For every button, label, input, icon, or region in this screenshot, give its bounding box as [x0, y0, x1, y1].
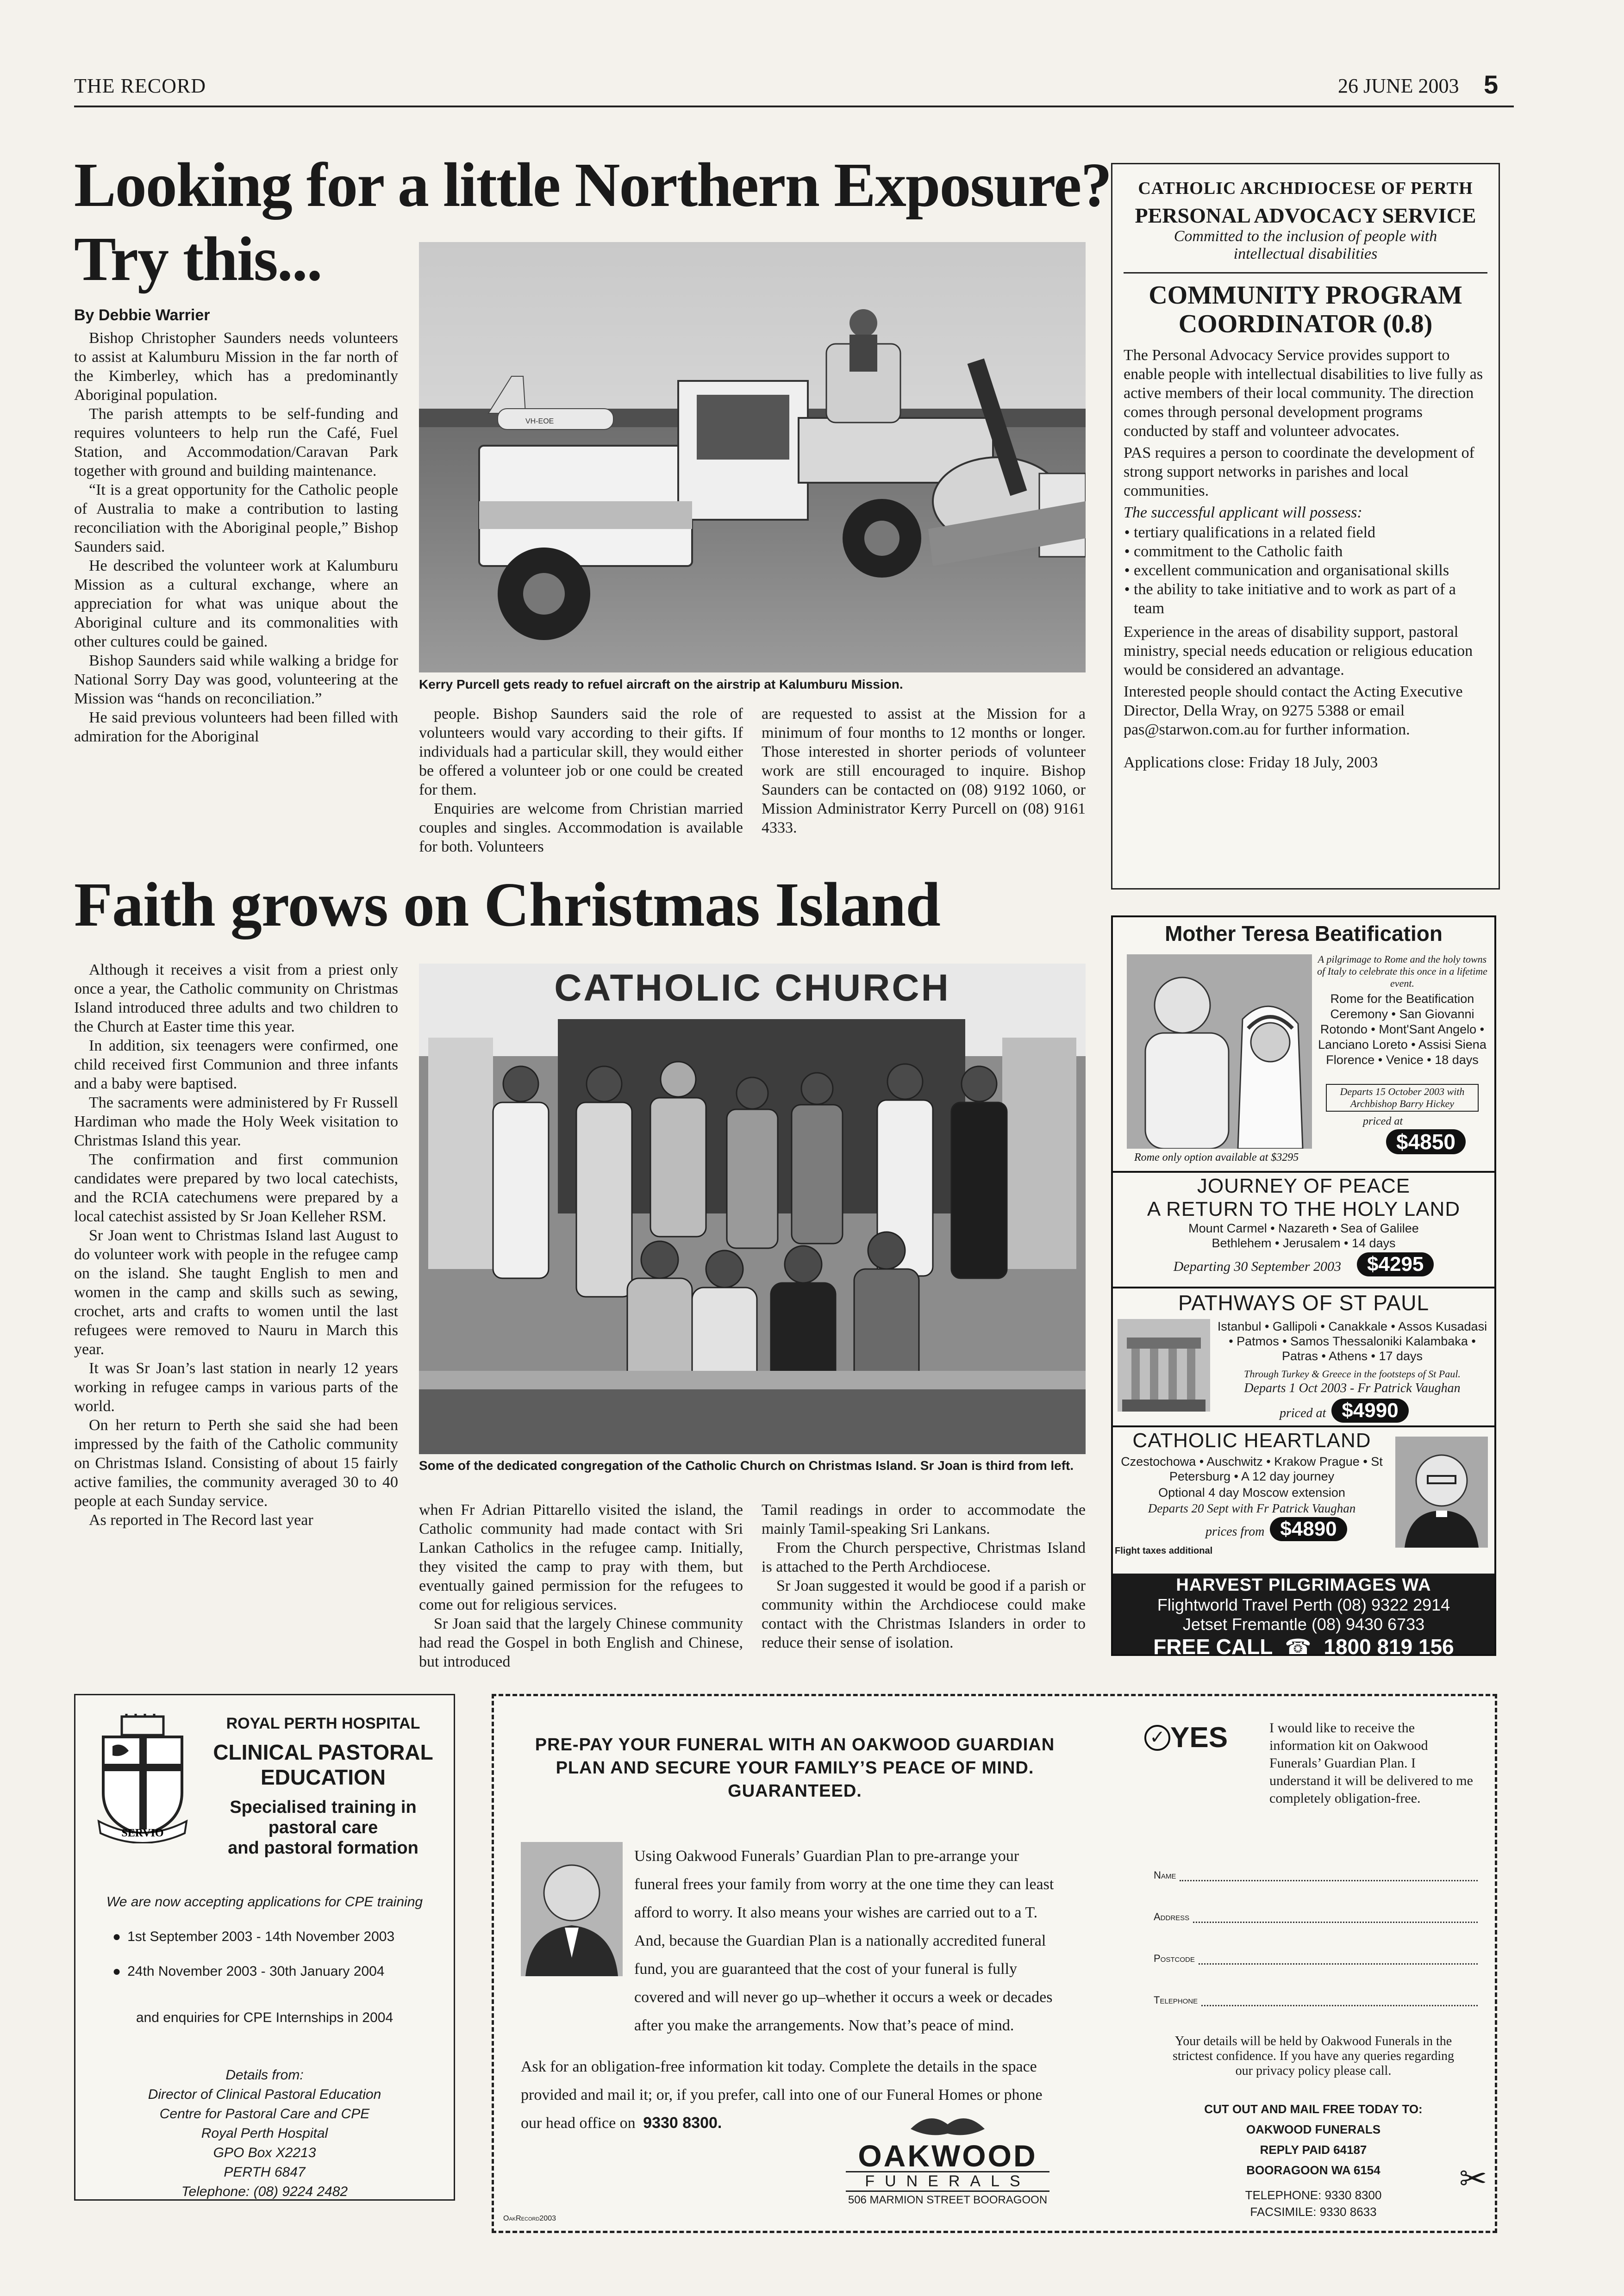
article1-headline-line2: Try this...	[74, 224, 322, 294]
yes-text: I would like to receive the information kit on Oakwood Funerals’ Guardian Plan. I understand it will be delivered to me completely obligation-free.	[1269, 1720, 1473, 1806]
oakwood-funerals-coupon-ad	[492, 1694, 1497, 2233]
hospital-crest-icon	[94, 1714, 191, 1843]
mother-teresa-priced-at: priced at	[1363, 1115, 1403, 1127]
coupon-contact	[1163, 2187, 1464, 2220]
pas-paragraph-4: Interested people should contact the Acting Executive Director, Della Wray, on 9275 5388 or email pas@starwon.com.au for further information.	[1124, 683, 1463, 738]
priest-portrait-photo	[1395, 1437, 1488, 1548]
paragraph: In addition, six teenagers were confirmed, one child received first Communion and three infants and a baby were baptised.	[74, 1037, 398, 1092]
oakwood-logo-main: OAKWOOD	[858, 2139, 1037, 2173]
mother-teresa-rome-option: Rome only option available at $3295	[1131, 1151, 1301, 1164]
coupon-telephone: TELEPHONE: 9330 8300	[1245, 2188, 1382, 2202]
oakwood-code: OakRecord2003	[503, 2215, 556, 2222]
oakwood-address: 506 MARMION STREET BOORAGOON	[848, 2194, 1048, 2206]
pas-paragraph-3: Experience in the areas of disability support, pastoral ministry, special needs education or religious education would be considered an advantage.	[1124, 623, 1473, 678]
pas-job-advertisement	[1111, 163, 1500, 890]
catholic-heartland-departs: Departs 20 Sept with Fr Patrick Vaughan	[1148, 1501, 1356, 1515]
phone-icon: ☎	[1285, 1635, 1312, 1659]
bullet-icon: ●	[112, 1964, 121, 1979]
postcode-field-label: Postcode	[1154, 1953, 1195, 1964]
paragraph: are requested to assist at the Mission for a minimum of four months to 12 months or longer. Those interested in shorter periods of volunteer work are still encouraged to inquire. Bishop Saunders can be contacted on (08) 9192 1060, or Mission Administrator Kerry Purcell on (08) 9161 4333.	[762, 705, 1086, 836]
list-item: • the ability to take initiative and to work as part of a team	[1134, 580, 1487, 618]
pas-service: PERSONAL ADVOCACY SERVICE	[1135, 204, 1476, 227]
pathways-st-paul-title: PATHWAYS OF ST PAUL	[1178, 1291, 1430, 1315]
list-item: • commitment to the Catholic faith	[1134, 542, 1487, 561]
church-congregation-photo	[419, 964, 1086, 1454]
rph-date-2	[112, 1964, 385, 1979]
rph-details-line: Centre for Pastoral Care and CPE	[159, 2106, 370, 2122]
pathways-st-paul-section	[1113, 1288, 1494, 1427]
oakwood-logo-sub: FUNERALS	[846, 2171, 1049, 2192]
rph-subtitle-line-2: pastoral care	[268, 1818, 378, 1837]
paragraph: As reported in The Record last year	[89, 1512, 313, 1529]
church-photo-illustration	[419, 964, 1086, 1454]
yes-checkbox[interactable]	[1144, 1719, 1228, 1754]
price-badge: $4850	[1386, 1129, 1466, 1154]
article2-column-2	[419, 1500, 743, 1669]
journey-of-peace-places: Mount Carmel • Nazareth • Sea of Galilee Bethlehem • Jerusalem • 14 days	[1188, 1221, 1419, 1250]
rph-subtitle-line-1: Specialised training in	[230, 1798, 417, 1817]
address-field[interactable]	[1154, 1881, 1478, 1923]
mail-to-line: OAKWOOD FUNERALS	[1246, 2122, 1381, 2136]
pas-divider	[1124, 272, 1487, 274]
rph-crest	[94, 1714, 191, 1843]
journey-of-peace-departs: Departing 30 September 2003	[1173, 1259, 1342, 1274]
paragraph: “It is a great opportunity for the Catholic people of Australia to make a contribution to lasting reconciliation with the Aboriginal people,” Bishop Saunders said.	[74, 481, 398, 555]
pope-photo-illustration	[1127, 954, 1312, 1149]
pathways-st-paul-through: Through Turkey & Greece in the footsteps of St Paul.	[1244, 1368, 1461, 1380]
catholic-heartland-section	[1113, 1427, 1494, 1571]
catholic-heartland-title: CATHOLIC HEARTLAND	[1132, 1429, 1371, 1452]
paragraph: Sr Joan went to Christmas Island last August to do volunteer work with people in the refugee camp on the island. She taught English to men and women in the camp and skills such as sewing, crochet, arts and crafts to women until the last refugees were removed to Nauru in March this year.	[74, 1227, 398, 1358]
article2-column-1	[74, 960, 398, 1668]
mail-to-line: REPLY PAID 64187	[1260, 2143, 1367, 2157]
paragraph: Tamil readings in order to accommodate the mainly Tamil-speaking Sri Lankans.	[762, 1501, 1086, 1537]
pas-job-title: COMMUNITY PROGRAM COORDINATOR (0.8)	[1149, 281, 1462, 338]
address-field-label: Address	[1154, 1911, 1190, 1923]
paragraph: From the Church perspective, Christmas Island is attached to the Perth Archdiocese.	[762, 1539, 1086, 1575]
oakwood-body-paragraph-1: Using Oakwood Funerals’ Guardian Plan to pre-arrange your funeral frees your family from worry at the one time they can least afford to worry. It also means your wishes are carried out to a T. And, because the Guardian Plan is a nationally accredited funeral fund, you are guaranteed that the cost of your funeral is fully covered and will never go up–whether it occurs a week or decades after you make the arrangements. Now that’s peace of mind.	[634, 1848, 1054, 2034]
mail-to-line: BOORAGOON WA 6154	[1246, 2163, 1380, 2177]
journey-of-peace-title-2: A RETURN TO THE HOLY LAND	[1147, 1198, 1461, 1220]
pas-paragraph-1: The Personal Advocacy Service provides support to enable people with intellectual disabilities to live fully as active members of their local community. The direction comes through personal development programs conducted by staff and volunteer advocates.	[1124, 347, 1483, 440]
rph-details-line: PERTH 6847	[224, 2165, 306, 2180]
pas-paragraph-2: PAS requires a person to coordinate the development of strong support networks in parishes and local communities.	[1124, 444, 1474, 499]
journey-of-peace-section	[1113, 1173, 1494, 1288]
harvest-footer	[1113, 1574, 1494, 1659]
article1-column-2	[419, 704, 743, 862]
rph-date-1	[112, 1929, 394, 1945]
article1-headline-line1: Looking for a little Northern Exposure?	[74, 150, 1112, 220]
pathways-st-paul-price-row	[1280, 1399, 1409, 1423]
ancient-ruins-photo	[1118, 1319, 1210, 1412]
paragraph: The sacraments were administered by Fr Russell Hardiman who made the Holy Week visitation to Christmas Island this year.	[74, 1094, 398, 1149]
rph-subtitle-line-3: and pastoral formation	[228, 1838, 418, 1858]
oakwood-logo	[846, 2110, 1049, 2207]
mother-teresa-places: Rome for the Beatification Ceremony • San Giovanni Rotondo • Mont'Sant Angelo • Lanciano Loreto • Assisi Siena Florence • Venice • 18 days	[1318, 992, 1487, 1067]
masthead: THE RECORD	[74, 75, 206, 97]
mother-teresa-section	[1113, 917, 1494, 1173]
catholic-heartland-option: Optional 4 day Moscow extension	[1158, 1486, 1345, 1500]
paragraph: Enquiries are welcome from Christian married couples and singles. Accommodation is available for both. Volunteers	[419, 800, 743, 855]
paragraph: when Fr Adrian Pittarello visited the island, the Catholic community had made contact with Sri Lankan Catholics in the refugee camp. Initially, they visited the camp to pray with them, but eventually gained permission for the refugees to come out for religious services.	[419, 1501, 743, 1613]
telephone-field[interactable]	[1154, 1965, 1478, 2006]
pas-tagline: Committed to the inclusion of people with intellectual disabilities	[1174, 228, 1437, 262]
postcode-field[interactable]	[1154, 1923, 1478, 1965]
rph-title-line-2: EDUCATION	[260, 1765, 386, 1789]
telephone-field-line[interactable]	[1201, 1994, 1478, 2006]
coupon-mail-to	[1163, 2099, 1464, 2180]
harvest-name: HARVEST PILGRIMAGES WA	[1176, 1575, 1431, 1595]
name-field[interactable]	[1154, 1840, 1478, 1881]
catholic-heartland-taxes: Flight taxes additional	[1115, 1546, 1213, 1556]
oakwood-body	[521, 1842, 1067, 2040]
oakwood-coupon	[1144, 1710, 1487, 2224]
paragraph: Although it receives a visit from a priest only once a year, the Catholic community on Christmas Island introduced three adults and two children to the Church at Easter time this year.	[74, 961, 398, 1035]
rph-cpe-advertisement	[74, 1694, 455, 2201]
free-call-label: FREE CALL	[1153, 1635, 1273, 1659]
rph-details-line: Royal Perth Hospital	[201, 2126, 328, 2141]
paragraph: Sr Joan suggested it would be good if a parish or community within the Archdiocese could make contact with the Christmas Islanders in order to reduce their sense of isolation.	[762, 1577, 1086, 1651]
issue-date: 26 JUNE 2003	[1338, 75, 1459, 97]
airstrip-photo-caption: Kerry Purcell gets ready to refuel aircraft on the airstrip at Kalumburu Mission.	[419, 677, 903, 691]
rph-title	[200, 1740, 446, 1790]
mother-teresa-departs: Departs 15 October 2003 with Archbishop Barry Hickey	[1326, 1084, 1479, 1112]
paragraph: The confirmation and first communion candidates were prepared by two local catechists, and the RCIA catechumens were prepared by a local catechist assisted by Sr Joan Kelleher RSM.	[74, 1151, 398, 1225]
church-sign: CATHOLIC CHURCH	[554, 967, 950, 1009]
rph-title-line-1: CLINICAL PASTORAL	[213, 1740, 433, 1764]
rph-details-line: Director of Clinical Pastoral Education	[148, 2087, 381, 2102]
yes-word: YES	[1170, 1722, 1228, 1754]
paragraph: people. Bishop Saunders said the role of volunteers would vary according to their gifts. If individuals had a particular skill, they would either be offered a volunteer job or one could be created for them.	[419, 705, 743, 798]
rph-internships: and enquiries for CPE Internships in 2004	[136, 2010, 394, 2025]
paragraph: He said previous volunteers had been filled with admiration for the Aboriginal	[74, 709, 398, 745]
oakwood-head-office-phone: 9330 8300.	[643, 2114, 722, 2132]
priest-portrait-illustration	[1395, 1437, 1488, 1548]
harvest-pilgrimages-advertisement	[1111, 915, 1496, 1659]
oakwood-body-paragraph-2: Ask for an obligation-free information kit today. Complete the details in the space provided and mail it; or, if you prefer, call into one of our Funeral Homes or phone our head office on	[521, 2058, 1043, 2132]
pas-closing-date: Applications close: Friday 18 July, 2003	[1124, 754, 1378, 771]
catholic-heartland-places: Czestochowa • Auschwitz • Krakow Prague • St Petersburg • A 12 day journey	[1121, 1455, 1383, 1483]
rph-org: ROYAL PERTH HOSPITAL	[226, 1715, 420, 1732]
church-photo-caption: Some of the dedicated congregation of the Catholic Church on Christmas Island. Sr Joan is third from left.	[419, 1458, 1074, 1473]
scissors-icon: ✂	[1459, 2160, 1487, 2197]
airstrip-photo-illustration	[419, 242, 1086, 672]
paragraph: It was Sr Joan’s last station in nearly 12 years working in refugee camps in various parts of the world.	[74, 1360, 398, 1415]
checkmark-icon: ✓	[1144, 1725, 1170, 1751]
paragraph: Bishop Saunders said while walking a bridge for National Sorry Day was good, volunteering at the Mission was “hands on reconciliation.”	[74, 652, 398, 707]
free-call-number: 1800 819 156	[1324, 1635, 1454, 1659]
plane-registration: VH-EOE	[525, 417, 554, 425]
page-number: 5	[1484, 70, 1499, 99]
rph-date-1-text: 1st September 2003 - 14th November 2003	[127, 1929, 395, 1944]
oakwood-headline: PRE-PAY YOUR FUNERAL WITH AN OAKWOOD GUARDIAN PLAN AND SECURE YOUR FAMILY’S PEACE OF MIND. GUARANTEED.	[535, 1735, 1055, 1801]
postcode-field-line[interactable]	[1199, 1952, 1478, 1965]
telephone-field-label: Telephone	[1154, 1994, 1198, 2006]
list-item: • excellent communication and organisational skills	[1134, 561, 1487, 580]
pas-requirements-heading: The successful applicant will possess:	[1124, 504, 1362, 521]
coupon-privacy: Your details will be held by Oakwood Funerals in the strictest confidence. If you have any queries regarding our privacy policy please call.	[1173, 2034, 1454, 2078]
rph-details	[85, 2066, 444, 2202]
article1-column-3	[762, 704, 1086, 862]
journey-of-peace-title-1: JOURNEY OF PEACE	[1197, 1175, 1411, 1197]
paragraph: He described the volunteer work at Kalumburu Mission as a cultural exchange, where an appreciation for what was unique about the Aboriginal culture and its commonalities with other cultures could be gained.	[74, 557, 398, 650]
rph-details-line: GPO Box X2213	[213, 2145, 316, 2160]
paragraph: On her return to Perth she said she had been impressed by the faith of the Catholic community on Christmas Island. Consisting of about 15 fairly active families, the community averaged 30 to 40 people at each Sunday service.	[74, 1417, 398, 1510]
bullet-icon: ●	[112, 1929, 121, 1944]
price-badge: $4295	[1357, 1252, 1434, 1276]
list-item: • tertiary qualifications in a related field	[1134, 523, 1487, 542]
ruins-illustration	[1118, 1319, 1210, 1412]
harvest-free-call	[1113, 1634, 1494, 1659]
harvest-line-2: Jetset Fremantle (08) 9430 6733	[1182, 1615, 1425, 1634]
rph-subtitle	[200, 1797, 446, 1858]
crest-motto: SERVIO	[121, 1827, 164, 1839]
pathways-st-paul-departs: Departs 1 Oct 2003 - Fr Patrick Vaughan	[1244, 1381, 1461, 1395]
cut-out-instruction: CUT OUT AND MAIL FREE TODAY TO:	[1204, 2102, 1423, 2116]
rph-accepting: We are now accepting applications for CPE training	[106, 1894, 423, 1910]
article1-byline: By Debbie Warrier	[74, 306, 210, 324]
paragraph: Bishop Christopher Saunders needs volunteers to assist at Kalumburu Mission in the far north of the Kimberley, which has a predominantly Aboriginal population.	[74, 330, 398, 404]
pas-requirements-list	[1124, 523, 1487, 618]
paragraph: The parish attempts to be self-funding and requires volunteers to help run the Café, Fuel Station, and Accommodation/Caravan Park together with ground and building maintenance.	[74, 405, 398, 479]
mother-teresa-intro: A pilgrimage to Rome and the holy towns of Italy to celebrate this once in a lifetime event.	[1317, 953, 1487, 989]
article2-headline: Faith grows on Christmas Island	[74, 870, 940, 940]
name-field-line[interactable]	[1180, 1869, 1478, 1881]
rph-details-line: Telephone: (08) 9224 2482	[181, 2184, 348, 2199]
header-rule	[74, 106, 1514, 107]
name-field-label: Name	[1154, 1869, 1176, 1881]
mother-teresa-title: Mother Teresa Beatification	[1118, 921, 1490, 946]
harvest-line-1: Flightworld Travel Perth (08) 9322 2914	[1157, 1595, 1450, 1614]
coupon-facsimile: FACSIMILE: 9330 8633	[1250, 2205, 1377, 2219]
article2-column-3	[762, 1500, 1086, 1669]
yes-row	[1144, 1719, 1478, 1807]
catholic-heartland-prices-from: prices from	[1206, 1524, 1265, 1539]
pope-mother-teresa-photo	[1127, 954, 1312, 1149]
airstrip-photo	[419, 242, 1086, 672]
mother-teresa-price	[1386, 1129, 1466, 1154]
paragraph: Sr Joan said that the largely Chinese community had read the Gospel in both English and Chinese, but introduced	[419, 1615, 743, 1669]
catholic-heartland-price-row	[1206, 1517, 1347, 1541]
journey-of-peace-price-row	[1113, 1252, 1494, 1276]
pas-org: CATHOLIC ARCHDIOCESE OF PERTH	[1138, 179, 1473, 198]
rph-date-2-text: 24th November 2003 - 30th January 2004	[127, 1964, 385, 1979]
pathways-st-paul-places: Istanbul • Gallipoli • Canakkale • Assos Kusadasi • Patmos • Samos Thessaloniki Kalambaka • Patras • Athens • 17 days	[1217, 1319, 1487, 1363]
article1-column-1	[74, 329, 398, 861]
coupon-fields	[1154, 1840, 1478, 2006]
price-badge: $4890	[1270, 1517, 1347, 1541]
rph-details-heading: Details from:	[225, 2067, 304, 2083]
pathways-st-paul-priced-at: priced at	[1280, 1406, 1326, 1420]
price-badge: $4990	[1331, 1399, 1408, 1423]
address-field-line[interactable]	[1193, 1910, 1478, 1923]
oak-leaf-icon	[901, 2110, 994, 2138]
